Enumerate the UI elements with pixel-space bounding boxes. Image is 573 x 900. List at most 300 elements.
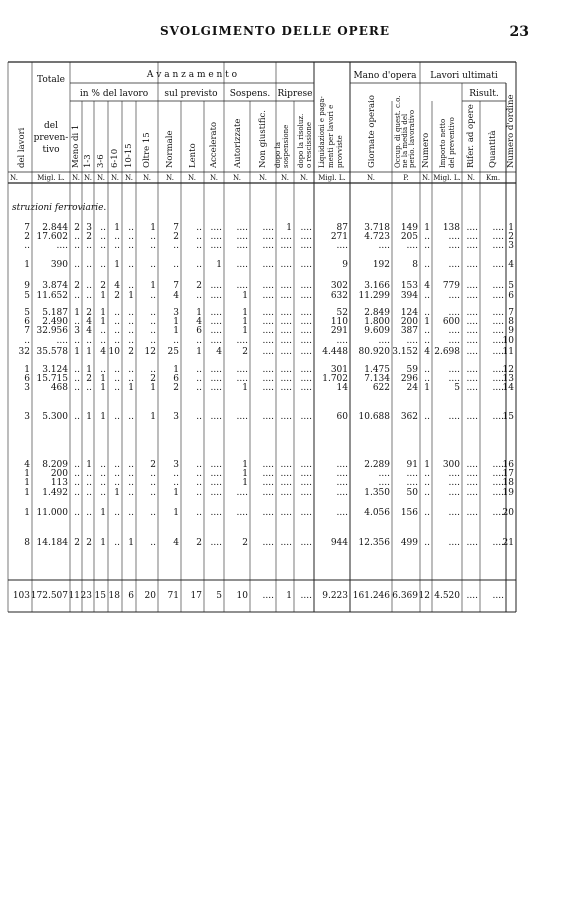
table-cell: 9 [342,260,348,270]
table-cell: .... [466,291,478,301]
table-cell: 1 [150,223,156,233]
unit-label: N. [166,174,174,182]
table-cell: 1 [24,488,30,498]
table-cell: .. [128,260,134,270]
table-cell: .... [236,260,248,270]
table-cell: .... [466,326,478,336]
table-cell: 16 [502,460,514,470]
table-cell: .... [262,383,274,393]
unit-label: N. [188,174,196,182]
table-cell: .. [114,374,120,384]
table-cell: .... [336,478,348,488]
totals-cell: 5 [216,591,222,601]
table-cell: .... [280,365,292,375]
table-cell: .... [300,469,312,479]
table-cell: 8.209 [42,460,68,470]
table-cell: .. [196,223,202,233]
table-cell: .. [128,317,134,327]
table-cell: .. [24,336,30,346]
table-cell: .. [150,365,156,375]
unit-label: N. [10,174,18,182]
table-cell: .... [378,478,390,488]
header-liquidazioni: Liquidazioni e paga- [318,96,326,168]
table-cell: .. [424,365,430,375]
table-cell: 3 [173,460,179,470]
table-cell: .... [492,326,504,336]
table-cell: 200 [50,469,68,479]
table-cell: .. [114,508,120,518]
table-cell: 1 [196,347,202,357]
table-cell: .. [424,374,430,384]
table-cell: .. [196,260,202,270]
table-cell: .. [74,260,80,270]
table-cell: 1.702 [322,374,348,384]
totals-cell: 11 [68,591,80,601]
table-cell: 153 [400,281,418,291]
table-cell: .. [86,488,92,498]
table-cell: 24 [406,383,418,393]
table-cell: .. [128,488,134,498]
table-cell: .. [100,223,106,233]
table-cell: .... [466,460,478,470]
unit-label: N. [233,174,241,182]
table-cell: 15.715 [36,374,68,384]
table-cell: .... [262,469,274,479]
table-cell: .. [150,538,156,548]
table-cell: 3.124 [42,365,68,375]
table-cell: 13 [502,374,514,384]
table-cell: .... [262,241,274,251]
header-vertical: Autorizzate [233,118,243,168]
table-cell: 6 [196,326,202,336]
header-del-preventivo: tivo [42,145,60,155]
table-cell: 1 [100,538,106,548]
table-cell: .... [300,383,312,393]
table-cell: 2 [24,232,30,242]
table-cell: 1 [216,260,222,270]
table-cell: .. [128,232,134,242]
table-cell: .... [378,241,390,251]
table-cell: .... [378,336,390,346]
table-cell: .. [74,336,80,346]
table-cell: 1 [128,383,134,393]
table-cell: 7 [24,223,30,233]
table-cell: .... [492,374,504,384]
table-cell: 1 [286,223,292,233]
table-cell: 1 [242,308,248,318]
table-cell: .. [100,336,106,346]
table-cell: 32 [18,347,30,357]
table-cell: 2 [173,383,179,393]
table-cell: .. [114,336,120,346]
table-cell: 200 [400,317,418,327]
table-cell: .... [492,241,504,251]
table-cell: 1 [242,478,248,488]
table-cell: .... [280,317,292,327]
table-cell: .. [114,232,120,242]
table-cell: 52 [336,308,348,318]
table-cell: 12 [502,365,514,375]
table-cell: .... [236,508,248,518]
table-cell: .... [492,281,504,291]
table-cell: 1 [100,291,106,301]
table-cell: 1 [114,223,120,233]
table-cell: .... [280,508,292,518]
table-cell: .. [150,508,156,518]
table-cell: 3.152 [392,347,418,357]
unit-label: N. [367,174,375,182]
table-cell: .... [406,478,418,488]
table-cell: .... [210,478,222,488]
table-cell: .. [86,260,92,270]
table-cell: 1 [424,317,430,327]
table-cell: 149 [400,223,418,233]
totals-cell: 10 [236,591,248,601]
table-cell: .... [300,538,312,548]
table-cell: .... [262,281,274,291]
table-cell: .... [300,478,312,488]
table-cell: 1 [24,365,30,375]
table-cell: .. [74,291,80,301]
header-vertical: 6-10 [110,148,120,168]
table-cell: .... [492,365,504,375]
table-cell: 5 [454,383,460,393]
table-cell: 17 [502,469,514,479]
table-cell: .. [100,232,106,242]
table-cell: .... [492,460,504,470]
table-cell: .. [100,260,106,270]
table-cell: 17.602 [36,232,68,242]
totals-cell: 17 [190,591,202,601]
table-cell: 3.874 [42,281,68,291]
table-cell: .... [262,365,274,375]
table-cell: .... [492,412,504,422]
table-cell: .. [128,412,134,422]
table-cell: .... [336,460,348,470]
table-cell: 87 [336,223,348,233]
table-cell: .... [466,223,478,233]
table-cell: .. [128,223,134,233]
table-cell: 80.920 [358,347,390,357]
table-cell: .... [448,374,460,384]
table-cell: 1 [100,412,106,422]
table-cell: 3 [74,326,80,336]
table-cell: .... [492,260,504,270]
table-cell: 7.134 [364,374,390,384]
table-cell: .... [492,347,504,357]
totals-cell: .... [492,591,504,601]
table-cell: .. [128,336,134,346]
table-cell: .. [173,469,179,479]
table-cell: 2 [173,232,179,242]
table-cell: .... [236,365,248,375]
table-cell: 296 [400,374,418,384]
table-cell: .. [74,488,80,498]
table-cell: 1 [508,223,514,233]
table-cell: .. [173,478,179,488]
table-cell: .... [492,336,504,346]
table-cell: 2 [242,347,248,357]
table-cell: .. [74,460,80,470]
table-cell: 4 [173,538,179,548]
table-cell: 14.184 [36,538,68,548]
table-cell: 499 [400,538,418,548]
table-cell: .... [210,223,222,233]
table-cell: .... [466,336,478,346]
table-cell: .. [424,469,430,479]
table-cell: .... [300,326,312,336]
table-cell: 9.609 [364,326,390,336]
table-cell: 4.056 [364,508,390,518]
table-cell: 2 [74,281,80,291]
table-cell: .... [262,508,274,518]
header-avanzamento: A v a n z a m e n t o [146,70,238,80]
table-cell: .. [74,412,80,422]
running-head: SVOLGIMENTO DELLE OPERE [160,24,390,38]
table-cell: 1 [86,412,92,422]
table-cell: .... [466,347,478,357]
table-cell: 1 [128,538,134,548]
table-cell: .. [114,538,120,548]
table-cell: 1.800 [364,317,390,327]
table-cell: 18 [502,478,514,488]
table-cell: .... [448,336,460,346]
table-cell: .. [173,336,179,346]
table-cell: 1 [74,308,80,318]
header-sul-previsto: sul previsto [164,89,218,99]
table-cell: .... [466,281,478,291]
unit-label: Migl. L. [433,174,461,182]
table-cell: 1 [86,347,92,357]
table-cell: 1.492 [42,488,68,498]
table-cell: .. [128,374,134,384]
table-cell: 1 [242,326,248,336]
table-cell: .... [300,241,312,251]
table-cell: 387 [400,326,418,336]
table-cell: .. [86,469,92,479]
table-cell: 4 [24,460,30,470]
table-cell: .. [424,412,430,422]
table-cell: .... [466,383,478,393]
table-cell: 21 [502,538,514,548]
table-cell: .. [74,232,80,242]
table-cell: .. [86,241,92,251]
table-cell: 8 [412,260,418,270]
table-cell: .... [210,281,222,291]
table-cell: .... [378,469,390,479]
table-cell: .. [128,326,134,336]
table-cell: 2 [86,538,92,548]
table-cell: .... [448,412,460,422]
table-cell: .... [210,291,222,301]
header-liquidazioni: provviste [336,135,344,168]
table-cell: .... [406,241,418,251]
unit-label: N. [210,174,218,182]
table-cell: .. [196,241,202,251]
table-cell: .. [114,478,120,488]
table-cell: 1 [150,412,156,422]
table-cell: .... [280,336,292,346]
table-cell: .... [300,336,312,346]
table-cell: 2 [74,538,80,548]
section-title: struzioni ferroviarie. [12,203,107,213]
table-cell: .... [300,488,312,498]
header-vertical: Meno di 1 [71,124,81,168]
table-cell: .. [424,538,430,548]
table-cell: 1.475 [364,365,390,375]
header-occupati: ne la media del [401,113,409,168]
table-cell: 35.578 [36,347,68,357]
table-cell: .... [492,232,504,242]
table-cell: .... [492,478,504,488]
table-cell: .... [466,232,478,242]
table-cell: .. [196,469,202,479]
table-cell: .... [448,365,460,375]
totals-cell: 4.520 [434,591,460,601]
table-cell: 7 [24,326,30,336]
header-importo: del preventivo [448,117,456,168]
table-cell: .... [466,469,478,479]
table-cell: .... [236,374,248,384]
table-cell: .. [424,336,430,346]
table-cell: 5 [508,281,514,291]
table-cell: .... [210,374,222,384]
header-totale: Totale [37,75,65,85]
table-cell: 11.299 [358,291,390,301]
table-cell: 2 [196,281,202,291]
table-cell: 50 [406,488,418,498]
table-cell: 1 [242,317,248,327]
table-cell: 12 [144,347,156,357]
table-cell: 8 [24,538,30,548]
table-cell: 2 [100,281,106,291]
table-cell: .... [210,469,222,479]
unit-label: N. [281,174,289,182]
table-cell: .... [262,460,274,470]
table-cell: .... [280,347,292,357]
table-cell: .... [280,281,292,291]
table-cell: .... [262,347,274,357]
totals-cell: 15 [94,591,106,601]
table-cell: .. [86,508,92,518]
table-cell: 9 [508,326,514,336]
table-cell: 4 [424,347,430,357]
table-cell: 1 [242,469,248,479]
header-perc-lavoro: in % del lavoro [79,89,149,99]
header-occupati: perio. lavorativo [408,109,416,168]
table-cell: .... [466,488,478,498]
table-cell: 2.698 [434,347,460,357]
table-cell: 3.166 [364,281,390,291]
table-cell: .. [196,291,202,301]
table-cell: 1.350 [364,488,390,498]
table-cell: .. [100,469,106,479]
table-cell: .... [300,223,312,233]
table-cell: .. [150,488,156,498]
table-cell: 632 [330,291,348,301]
table-cell: .... [448,291,460,301]
table-cell: .... [492,469,504,479]
table-cell: .... [236,223,248,233]
table-cell: 2 [196,538,202,548]
table-cell: .. [128,460,134,470]
table-cell: .... [262,412,274,422]
table-cell: .. [128,241,134,251]
table-cell: 2 [242,538,248,548]
table-cell: 11.000 [36,508,68,518]
table-cell: .... [336,336,348,346]
table-cell: .... [406,469,418,479]
table-cell: 6 [173,374,179,384]
table-cell: .... [300,347,312,357]
table-cell: 1 [173,488,179,498]
table-cell: 2 [114,291,120,301]
table-cell: .... [262,478,274,488]
table-cell: .... [236,336,248,346]
header-risult: Risult. [469,89,499,99]
table-cell: 1 [173,508,179,518]
totals-cell: 6.369 [392,591,418,601]
table-cell: 25 [167,347,179,357]
table-cell: .... [280,374,292,384]
header-lavori-ultimati: Lavori ultimati [430,71,498,81]
table-cell: 5 [24,291,30,301]
table-cell: 1 [24,260,30,270]
table-cell: .. [196,383,202,393]
table-cell: 1 [424,223,430,233]
table-cell: .... [448,508,460,518]
table-cell: .. [74,508,80,518]
table-cell: .. [114,317,120,327]
table-cell: 600 [442,317,460,327]
table-cell: 1 [196,308,202,318]
header-del-preventivo: preven- [33,133,69,143]
table-cell: 7 [173,223,179,233]
table-cell: .. [114,412,120,422]
table-cell: 4.723 [364,232,390,242]
table-cell: 3 [86,223,92,233]
totals-cell: 1 [286,591,292,601]
table-cell: .... [210,241,222,251]
table-cell: .... [448,478,460,488]
table-cell: 1 [24,478,30,488]
table-cell: .... [210,460,222,470]
page-number: 23 [509,24,529,40]
table-cell: .. [74,317,80,327]
table-cell: .... [492,308,504,318]
table-cell: 4 [114,281,120,291]
header-vertical: Numero [421,132,431,168]
table-cell: .. [24,241,30,251]
table-cell: .. [114,326,120,336]
table-cell: 7 [508,308,514,318]
table-cell: 6 [24,317,30,327]
table-cell: .. [100,241,106,251]
table-cell: .... [262,308,274,318]
unit-label: P. [403,174,409,182]
table-cell: 4 [508,260,514,270]
table-cell: 205 [400,232,418,242]
table-cell: .... [448,488,460,498]
table-cell: .... [300,291,312,301]
table-cell: .. [100,365,106,375]
table-cell: 14 [502,383,514,393]
table-cell: .... [210,308,222,318]
table-cell: .... [448,308,460,318]
table-cell: .. [114,365,120,375]
table-cell: 2 [150,374,156,384]
table-cell: 1 [100,374,106,384]
